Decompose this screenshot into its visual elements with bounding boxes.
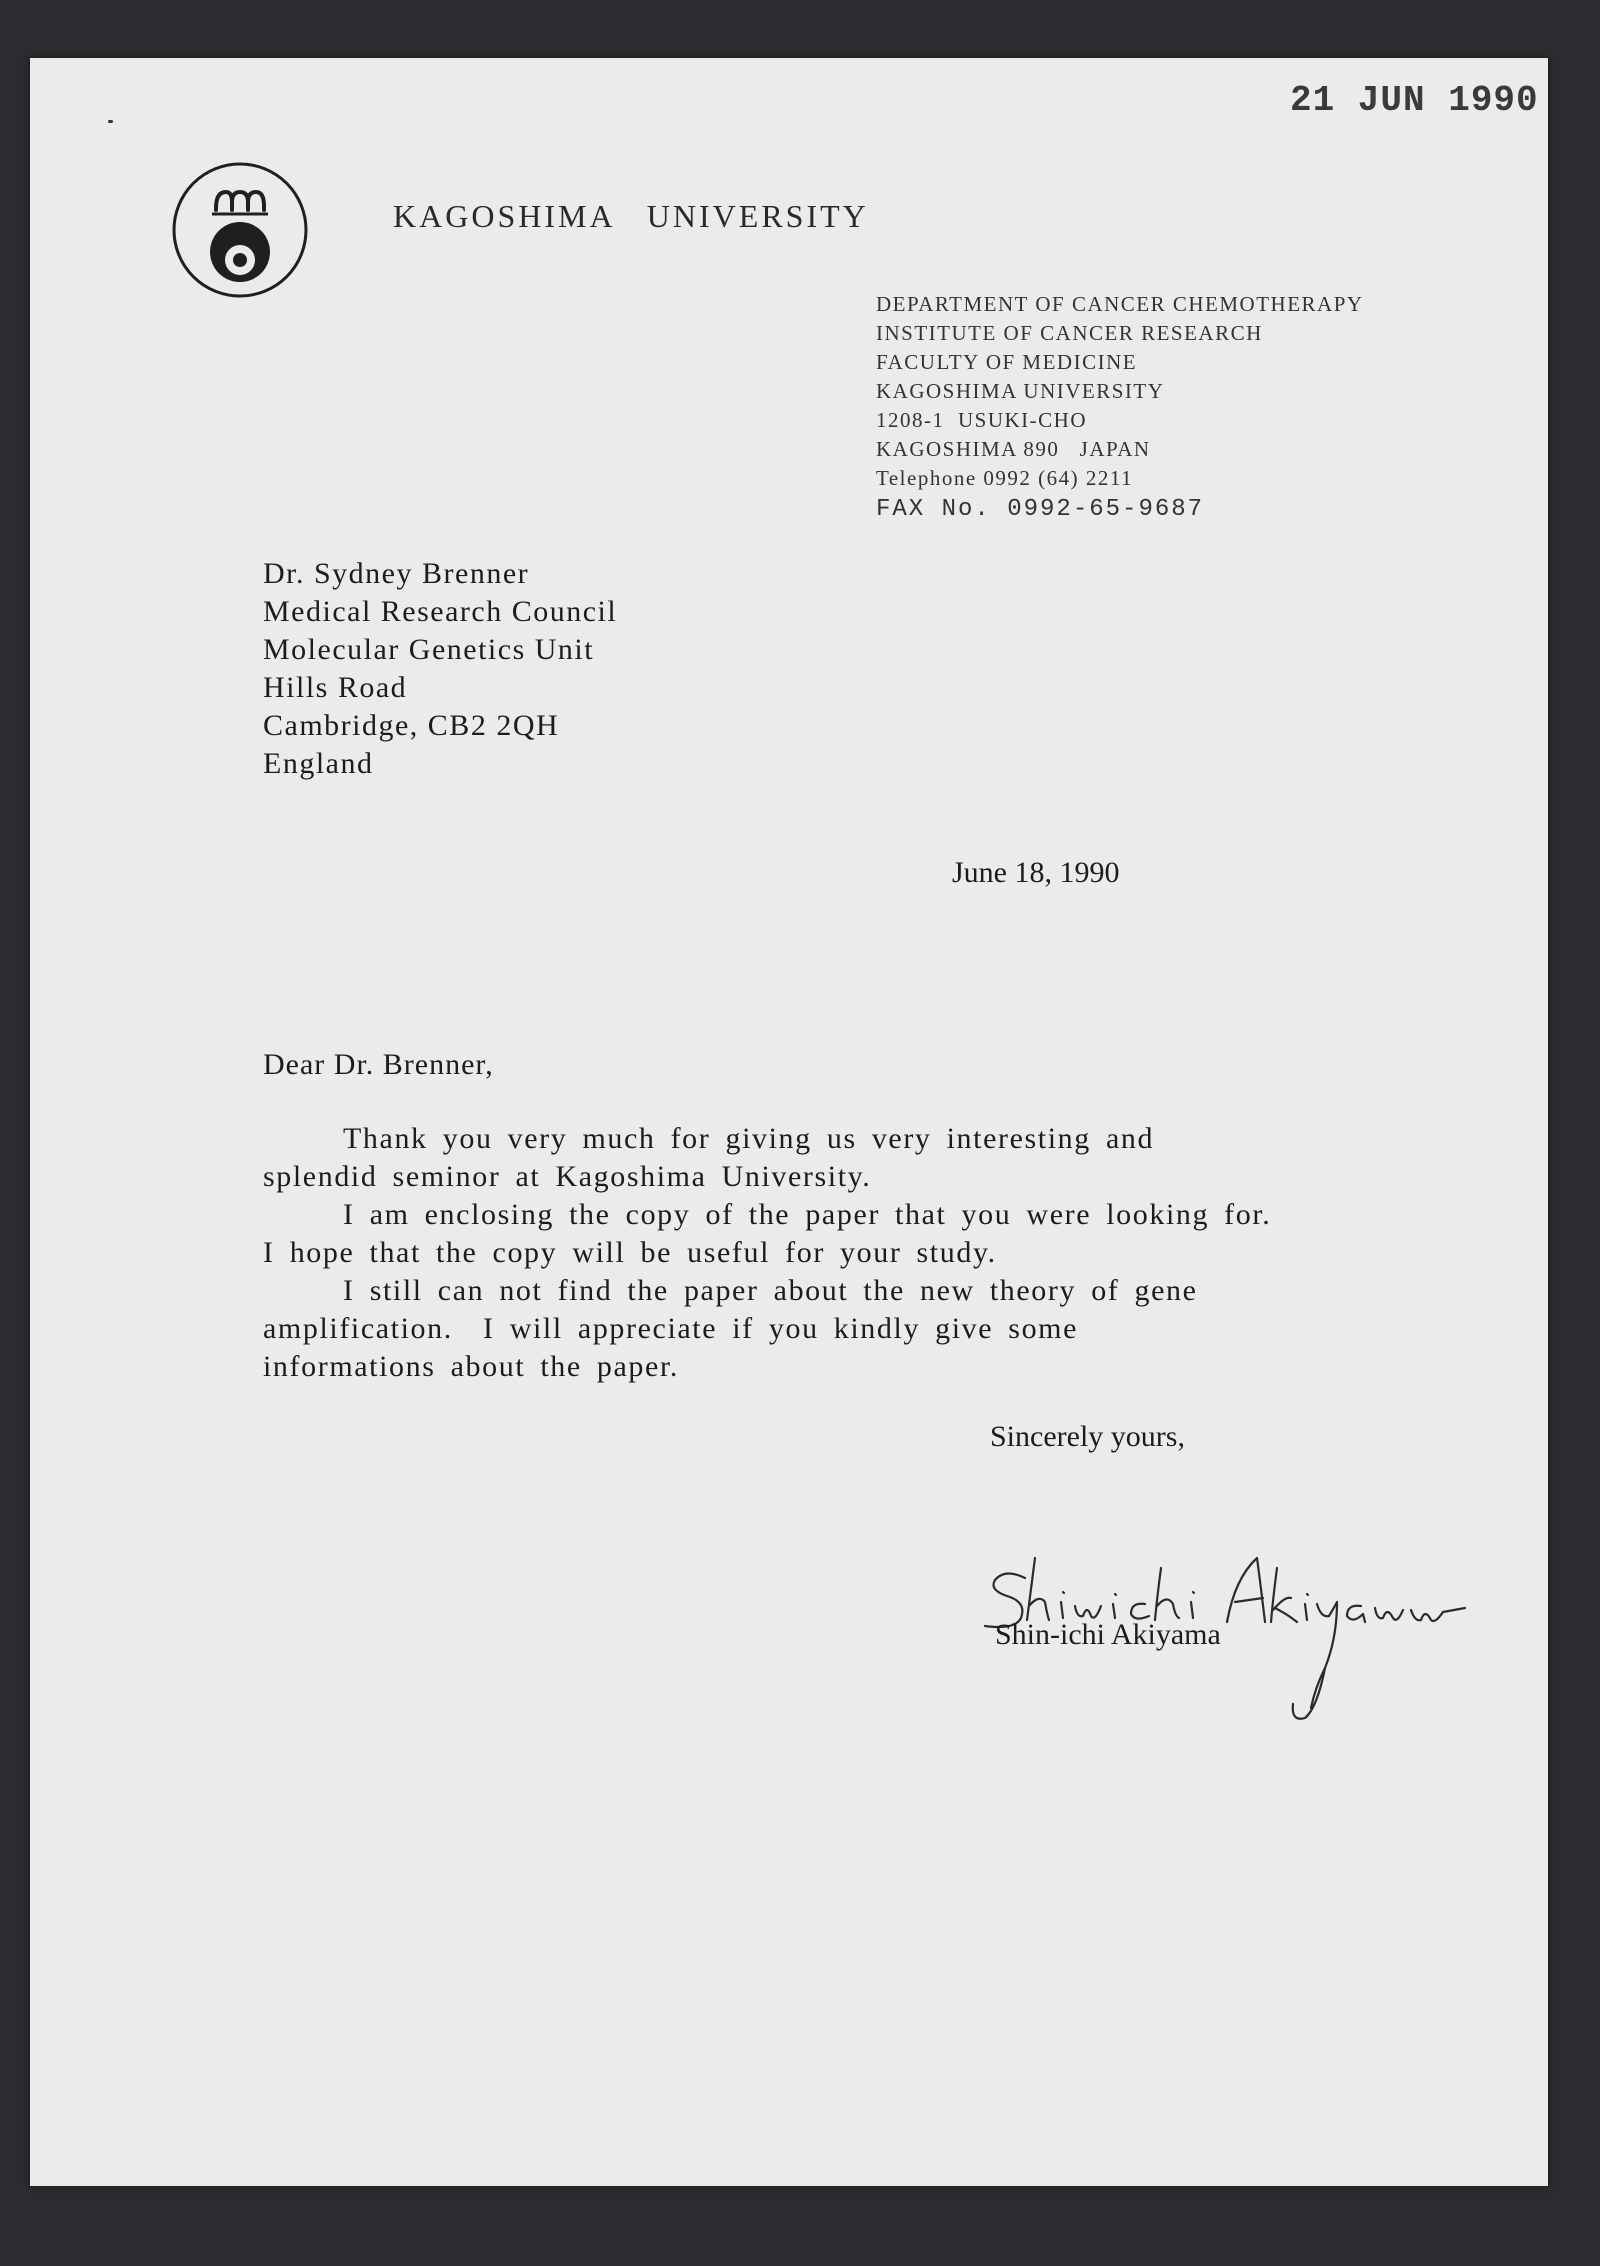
signer-name: Shin-ichi Akiyama: [995, 1618, 1221, 1651]
university-name: KAGOSHIMA UNIVERSITY: [393, 198, 869, 234]
body-line: amplification. I will appreciate if you kindly give some: [263, 1312, 1079, 1345]
department-line: KAGOSHIMA UNIVERSITY: [876, 379, 1165, 403]
department-address-block: [876, 290, 1364, 524]
fax-line: FAX No. 0992-65-9687: [876, 496, 1205, 523]
body-line: I still can not find the paper about the new theory of gene: [343, 1274, 1198, 1307]
body-line: I hope that the copy will be useful for your study.: [263, 1236, 997, 1269]
department-line: DEPARTMENT OF CANCER CHEMOTHERAPY: [876, 292, 1364, 316]
recipient-address: [263, 555, 617, 783]
recipient-line: Hills Road: [263, 671, 408, 704]
department-line: INSTITUTE OF CANCER RESEARCH: [876, 321, 1263, 345]
telephone-line: Telephone 0992 (64) 2211: [876, 466, 1134, 490]
letter-page: [30, 58, 1548, 2186]
page-speck: [108, 120, 113, 123]
department-line: KAGOSHIMA 890 JAPAN: [876, 437, 1151, 461]
department-line: 1208-1 USUKI-CHO: [876, 408, 1087, 432]
recipient-line: Molecular Genetics Unit: [263, 633, 595, 666]
recipient-line: Dr. Sydney Brenner: [263, 557, 530, 590]
received-date-stamp: 21 JUN 1990: [1290, 80, 1539, 121]
closing: Sincerely yours,: [990, 1420, 1185, 1453]
body-line: Thank you very much for giving us very interesting and: [343, 1122, 1155, 1155]
letter-date: June 18, 1990: [952, 856, 1120, 889]
letter-body: [263, 1120, 1363, 1386]
recipient-line: England: [263, 747, 374, 780]
recipient-line: Cambridge, CB2 2QH: [263, 709, 560, 742]
body-line: informations about the paper.: [263, 1350, 679, 1383]
kagoshima-university-crest-icon: [170, 160, 310, 300]
recipient-line: Medical Research Council: [263, 595, 618, 628]
body-line: splendid seminor at Kagoshima University.: [263, 1160, 872, 1193]
body-line: I am enclosing the copy of the paper that you were looking for.: [343, 1198, 1272, 1231]
department-line: FACULTY OF MEDICINE: [876, 350, 1138, 374]
salutation: Dear Dr. Brenner,: [263, 1048, 494, 1081]
